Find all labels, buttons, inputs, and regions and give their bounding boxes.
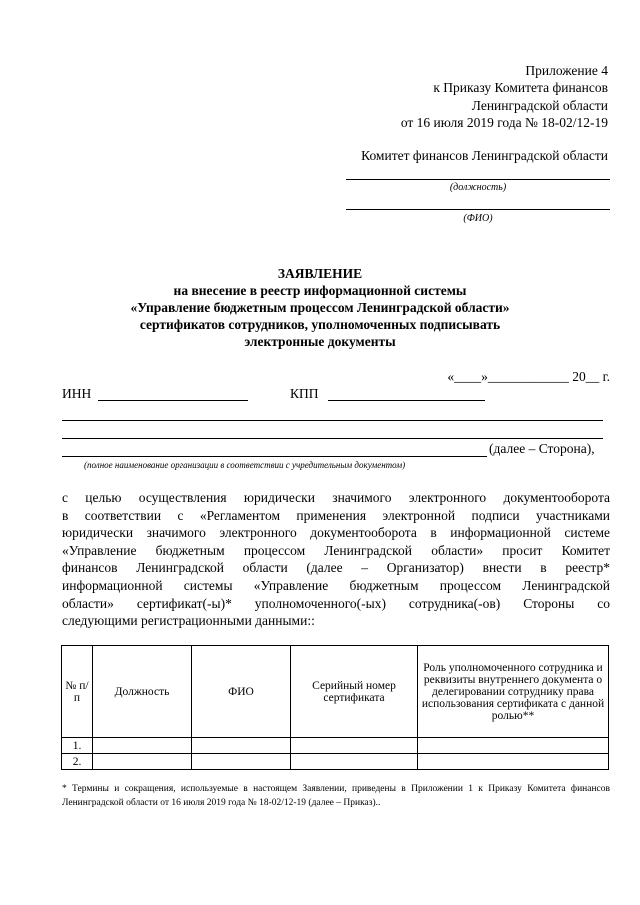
cell-serial[interactable] (291, 754, 418, 770)
cell-serial[interactable] (291, 738, 418, 754)
party-suffix: (далее – Сторона), (489, 441, 595, 456)
table-header-row (62, 646, 609, 738)
footnote: * Термины и сокращения, используемые в настоящем Заявлении, приведены в Приложении 1 к Приказу Комитета финансов Ленинградской области от 16 июля 2019 года № 18-02/12-19 (далее – Приказ).. (62, 784, 610, 808)
paragraph-line: юридически значимого электронного документооборота в информационной системе (62, 525, 610, 541)
request-paragraph (62, 489, 610, 630)
kpp-label: КПП (290, 386, 319, 401)
name-line[interactable] (346, 209, 610, 210)
org-name-line-3[interactable] (62, 456, 487, 457)
table-row (62, 754, 609, 770)
cell-role[interactable] (418, 754, 609, 770)
title-line-4: сертификатов сотрудников, уполномоченных подписывать (139, 317, 501, 332)
position-hint: (должность) (449, 182, 507, 193)
title-line-2: на внесение в реестр информационной системы (173, 283, 467, 298)
paragraph-line: информационной системы «Управление бюджетным процессом Ленинградской (62, 577, 610, 593)
header-fio: ФИО (192, 646, 291, 738)
cell-fio[interactable] (192, 754, 291, 770)
date-line[interactable]: «____»____________ 20__ г. (447, 369, 610, 384)
document-title: ЗАЯВЛЕНИЕ (277, 266, 363, 281)
addressee-org: Комитет финансов Ленинградской области (361, 148, 608, 163)
header-role: Роль уполномоченного сотрудника и реквизиты внутреннего документа о делегировании сотруднику права использования сертификата с данной ролью** (418, 646, 609, 738)
order-region: Ленинградской области (471, 98, 608, 113)
cell-role[interactable] (418, 738, 609, 754)
inn-label: ИНН (62, 386, 92, 401)
header-num: № п/п (62, 646, 93, 738)
row-num: 2. (62, 754, 93, 770)
org-name-hint: (полное наименование организации в соответствии с учредительным документом) (84, 460, 406, 470)
cell-position[interactable] (93, 754, 192, 770)
row-num: 1. (62, 738, 93, 754)
header-serial: Серийный номер сертификата (291, 646, 418, 738)
order-reference: к Приказу Комитета финансов (433, 80, 608, 95)
appendix-label: Приложение 4 (525, 63, 608, 78)
paragraph-line: с целью осуществления юридически значимого электронного документооборота (62, 490, 610, 505)
order-date-number: от 16 июля 2019 года № 18-02/12-19 (400, 115, 608, 130)
paragraph-line: финансов Ленинградской области (далее – Организатор) внести в реестр* (62, 560, 610, 576)
name-hint: (ФИО) (463, 213, 493, 224)
registration-table (61, 645, 609, 770)
paragraph-line: следующими регистрационными данными:: (62, 613, 315, 629)
org-name-line-1[interactable] (62, 420, 603, 421)
inn-field[interactable] (98, 400, 248, 401)
title-line-3: «Управление бюджетным процессом Ленинградской области» (130, 300, 510, 315)
paragraph-line: в соответствии с «Регламентом применения электронной подписи участниками (62, 507, 610, 523)
cell-fio[interactable] (192, 738, 291, 754)
position-line[interactable] (346, 179, 610, 180)
header-position: Должность (93, 646, 192, 738)
title-line-5: электронные документы (244, 334, 396, 349)
paragraph-line: «Управление бюджетным процессом Ленинградской области» просит Комитет (62, 542, 610, 558)
cell-position[interactable] (93, 738, 192, 754)
table-row (62, 738, 609, 754)
kpp-field[interactable] (328, 400, 485, 401)
org-name-line-2[interactable] (62, 438, 603, 439)
paragraph-line: области» сертификат(-ы)* уполномоченного(-ых) сотрудника(-ов) Стороны со (62, 595, 610, 611)
